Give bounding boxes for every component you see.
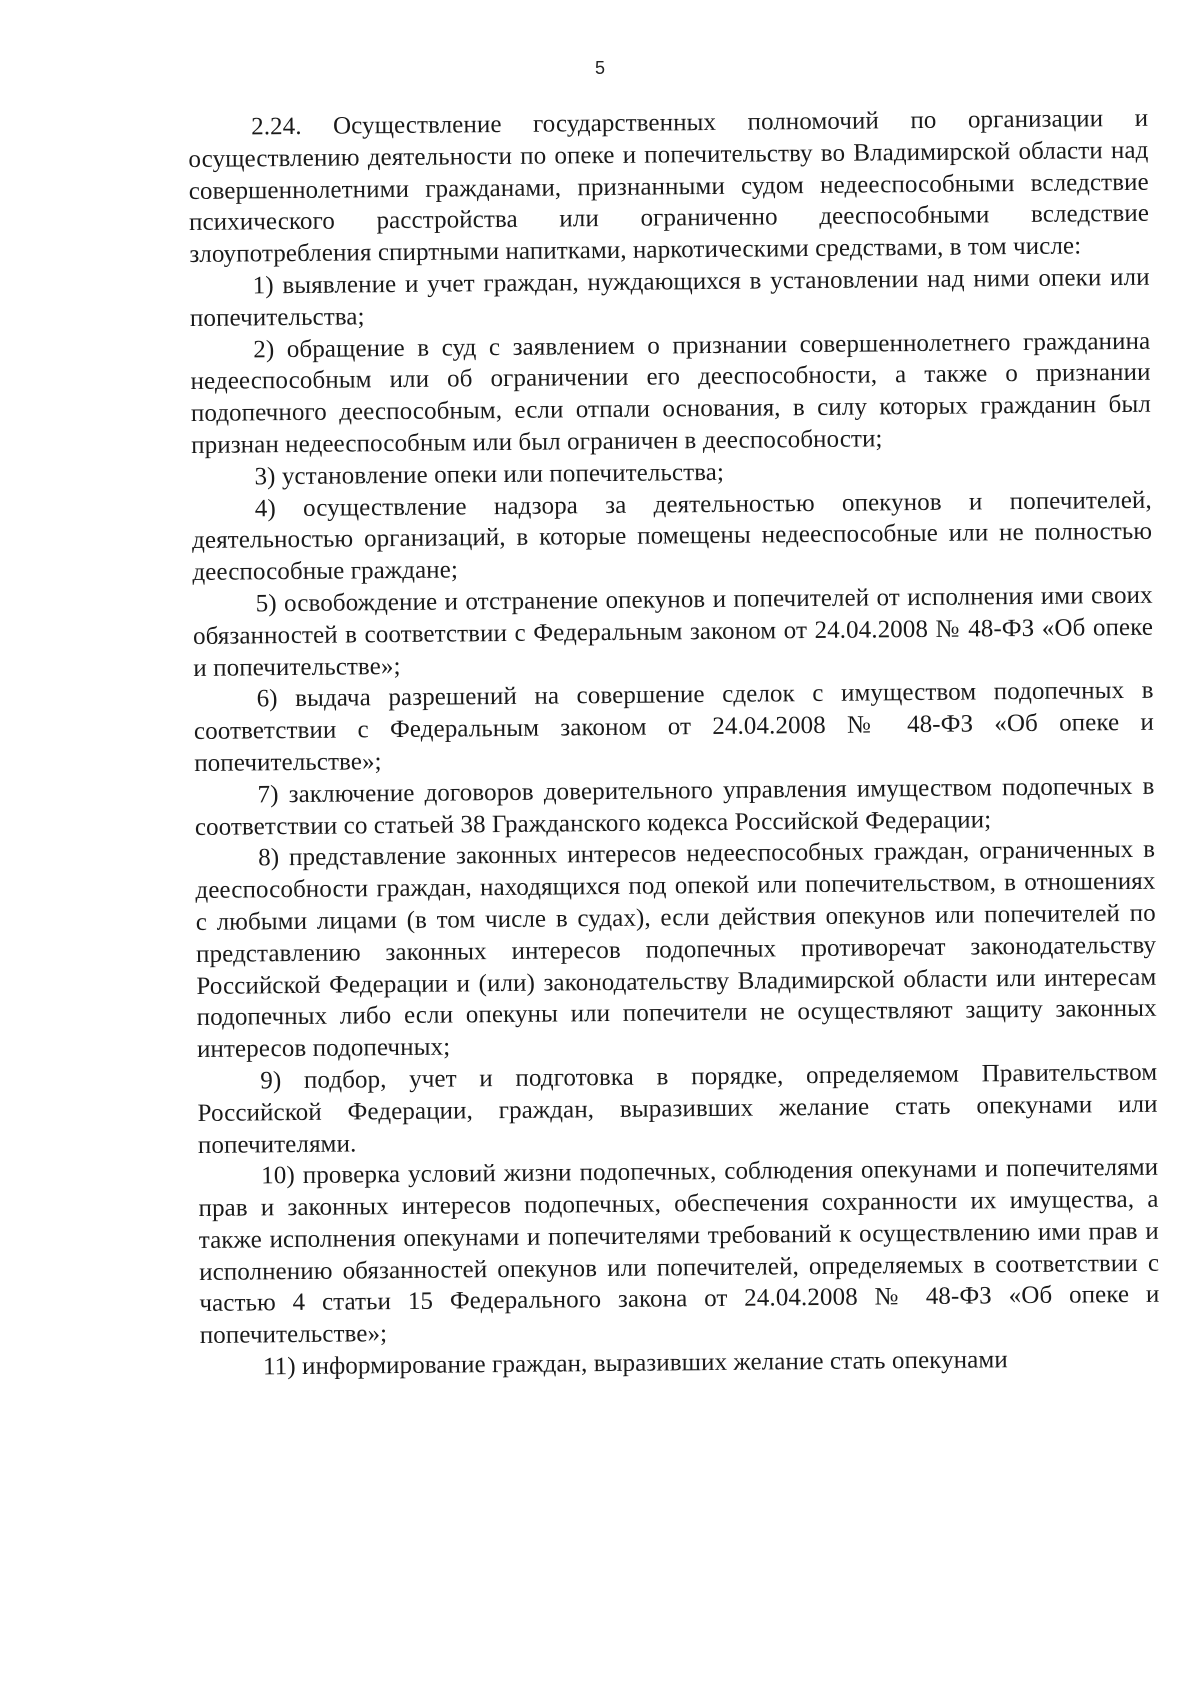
- list-item-1: 1) выявление и учет граждан, нуждающихся в установлении над ними опеки или попечительства;: [189, 263, 1150, 332]
- list-item-9: 9) подбор, учет и подготовка в порядке, определяемом Правительством Российской Федерации, граждан, выразивших желание стать опекунами или попечителями.: [197, 1058, 1158, 1159]
- list-item-4: 4) осуществление надзора за деятельностью опекунов и попечителей, деятельностью организаций, в которые помещены недееспособные или не полностью дееспособные граждане;: [191, 486, 1153, 587]
- section-2-24-heading-paragraph: 2.24. Осуществление государственных полномочий по организации и осуществлению деятельности по опеке и попечительству во Владимирской области над совершеннолетними гражданами, признанными судом недееспособными вследствие психического расстройства или ограниченно дееспособными вследствие злоупотребления спиртными напитками, наркотическими средствами, в том числе:: [188, 104, 1150, 269]
- list-item-11: 11) информирование граждан, выразивших желание стать опекунами: [262, 1346, 1008, 1381]
- list-item-10: 10) проверка условий жизни подопечных, соблюдения опекунами и попечителями прав и законных интересов подопечных, обеспечения сохранности их имущества, а также исполнения опекунами и попечителями требований к осуществлению ими прав и исполнению обязанностей опекунов или попечителей, определяемых в соответствии с частью 4 статьи 15 Федерального закона от 24.04.2008 № 48-ФЗ «Об опеке и попечительстве»;: [198, 1154, 1160, 1350]
- list-item-3: 3) установление опеки или попечительства;: [254, 458, 725, 491]
- list-item-2: 2) обращение в суд с заявлением о признании совершеннолетнего гражданина недееспособным или об ограничении его дееспособности, а также о признании подопечного дееспособным, если отпали основания, в силу которых гражданин был признан недееспособным или был ограничен в дееспособности;: [190, 327, 1151, 459]
- document-body: [188, 103, 1160, 1384]
- list-item-5: 5) освобождение и отстранение опекунов и попечителей от исполнения ими своих обязанностей в соответствии с Федеральным законом от 24.04.2008 № 48-ФЗ «Об опеке и попечительстве»;: [192, 581, 1154, 682]
- page-number: 5: [594, 58, 605, 78]
- list-item-7: 7) заключение договоров доверительного управления имуществом подопечных в соответствии со статьей 38 Гражданского кодекса Российской Федерации;: [194, 772, 1155, 841]
- list-item-8: 8) представление законных интересов недееспособных граждан, ограниченных в дееспособности граждан, находящихся под опекой или попечительством, в отношениях с любыми лицами (в том числе в судах), если действия опекунов или попечителей по представлению законных интересов подопечных противоречат законодательству Российской Федерации и (или) законодательству Владимирской области или интересам подопечных либо если опекуны или попечители не осуществляют защиту законных интересов подопечных;: [195, 836, 1157, 1064]
- list-item-6: 6) выдача разрешений на совершение сделок с имуществом подопечных в соответствии с Федеральным законом от 24.04.2008 № 48-ФЗ «Об опеке и попечительстве»;: [193, 677, 1155, 777]
